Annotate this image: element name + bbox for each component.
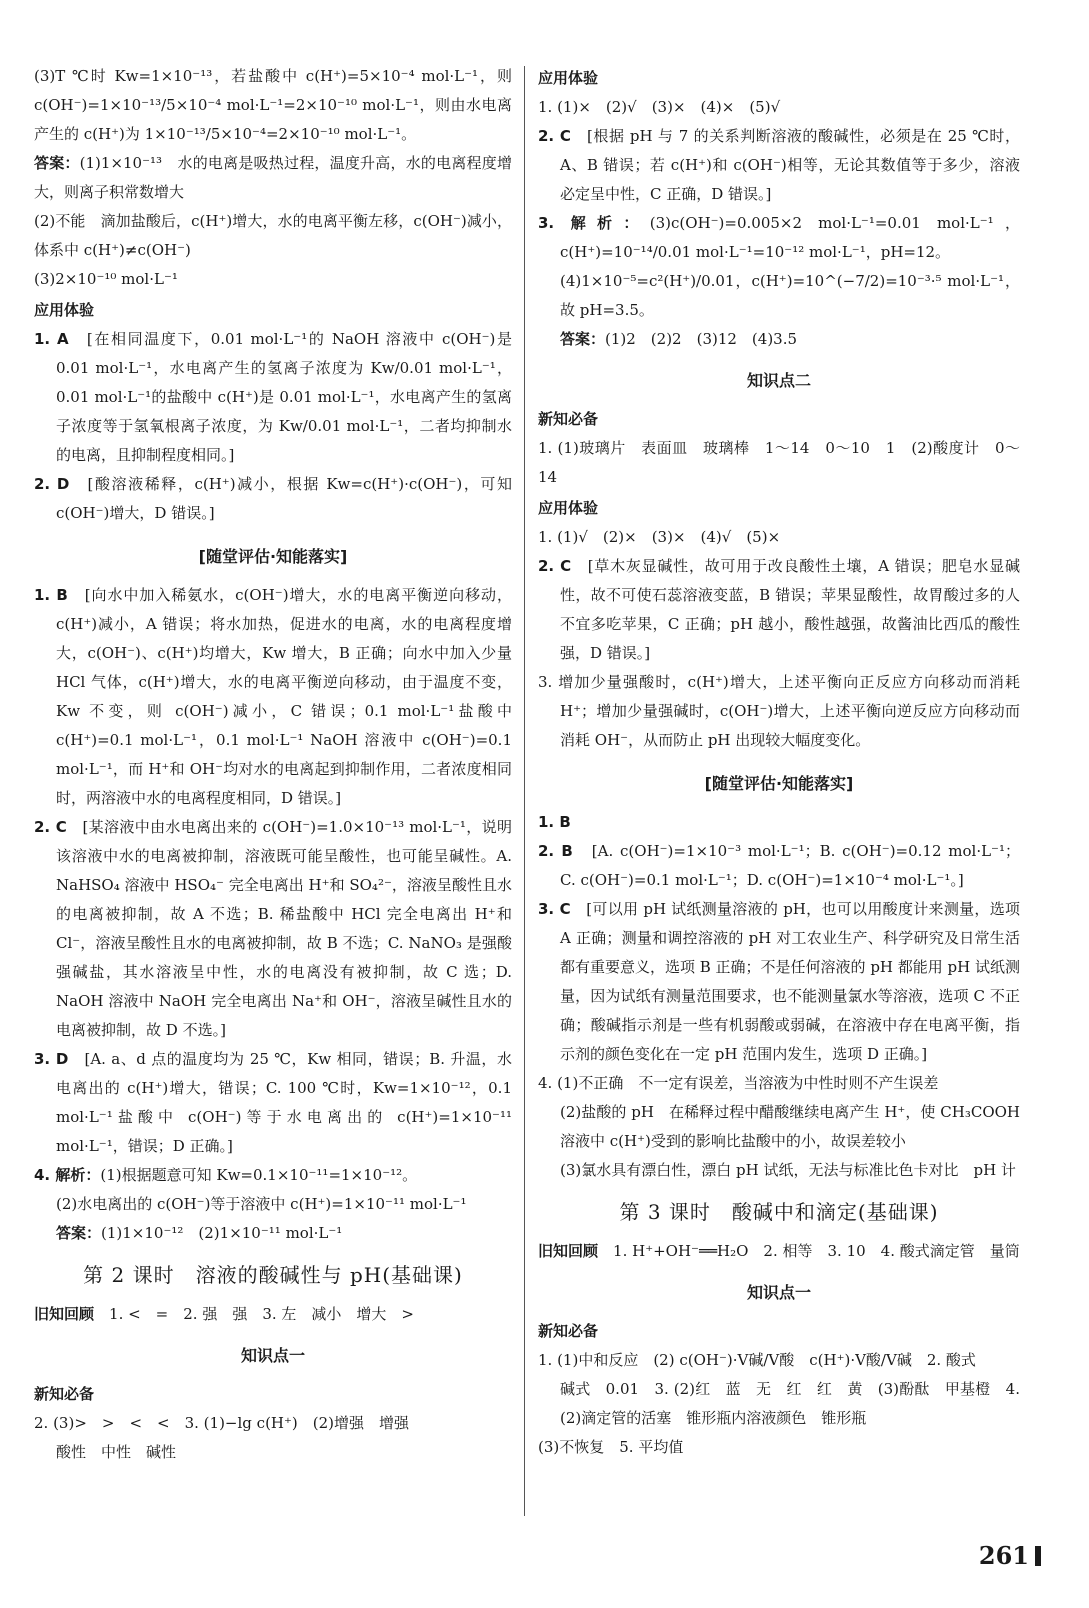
answer-block	[34, 1219, 512, 1248]
answer-text: (1)1×10⁻¹² (2)1×10⁻¹¹ mol·L⁻¹	[101, 1224, 343, 1242]
list-item	[34, 470, 512, 528]
review-label: 旧知回顾	[538, 1242, 599, 1260]
item-label: 1. A	[34, 330, 69, 348]
item-text: [根据 pH 与 7 的关系判断溶液的酸碱性，必须是在 25 ℃时，A、B 错误；若 c(H⁺)和 c(OH⁻)相等，无论其数值等于多少，溶液必定呈中性，C 正确，D 错误。]	[560, 127, 1020, 203]
list-item: 3. 增加少量强酸时，c(H⁺)增大，上述平衡向正反应方向移动而消耗 H⁺；增加少量强碱时，c(OH⁻)增大，上述平衡向逆反应方向移动而消耗 OH⁻，从而防止 pH 出现较大幅度变化。	[538, 673, 1020, 749]
list-item	[34, 813, 512, 1045]
section-heading-apply: 应用体验	[34, 301, 95, 319]
item-text: [在相同温度下，0.01 mol·L⁻¹的 NaOH 溶液中 c(OH⁻)是 0.01 mol·L⁻¹，水电离产生的氢离子浓度为 Kw/0.01 mol·L⁻¹，0.01 mol·L⁻¹的盐酸中 c(H⁺)是 0.01 mol·L⁻¹，水电离产生的氢离子浓度等于氢氧根离子浓度，为 Kw/0.01 mol·L⁻¹，二者均抑制水的电离，且抑制程度相同。]	[56, 330, 512, 464]
item-label: 2. C	[538, 557, 572, 575]
new-knowledge-text: 碱式 0.01 3. (2)红 蓝 无 红 红 黄 (3)酚酞 甲基橙 4. (2)滴定管的活塞 锥形瓶内溶液颜色 锥形瓶	[560, 1380, 1020, 1427]
new-knowledge-text: 酸性 中性 碱性	[56, 1443, 177, 1461]
item-text: [可以用 pH 试纸测量溶液的 pH，也可以用酸度计来测量，选项 A 正确；测量和调控溶液的 pH 对工农业生产、科学研究及日常生活都有重要意义，选项 B 正确；不是任何溶液的 pH 都能用 pH 试纸测量，因为试纸有测量范围要求，也不能测量氯水等溶液，选项 C 不正确；酸碱指示剂是一些有机弱酸或弱碱，在溶液中存在电离平衡，指示剂的颜色变化在一定 pH 范围内发生，选项 D 正确。]	[560, 900, 1021, 1063]
answer-text: (1)2 (2)2 (3)12 (4)3.5	[605, 330, 798, 348]
section-heading-apply: 应用体验	[538, 499, 599, 517]
answer-block	[538, 325, 1020, 354]
item-text: (2)水电离出的 c(OH⁻)等于溶液中 c(H⁺)=1×10⁻¹¹ mol·L⁻¹	[56, 1195, 467, 1213]
item-text: [向水中加入稀氨水，c(OH⁻)增大，水的电离平衡逆向移动，c(H⁺)减小，A 错误；将水加热，促进水的电离，水的电离程度增大，c(OH⁻)、c(H⁺)均增大，Kw 增大，B 正确；向水中加入少量 HCl 气体，c(H⁺)增大，水的电离平衡逆向移动，由于温度不变，Kw 不变，则 c(OH⁻)减小，C 错误；0.1 mol·L⁻¹盐酸中 c(H⁺)=0.1 mol·L⁻¹，0.1 mol·L⁻¹ NaOH 溶液中 c(OH⁻)=0.1 mol·L⁻¹，而 H⁺和 OH⁻均对水的电离起到抑制作用，二者浓度相同时，两溶液中水的电离程度相同，D 错误。]	[56, 586, 512, 807]
item-text: (2)盐酸的 pH 在稀释过程中醋酸继续电离产生 H⁺，使 CH₃COOH 溶液中 c(H⁺)受到的影响比盐酸中的小，故误差较小	[560, 1103, 1020, 1150]
answer-text: (3)2×10⁻¹⁰ mol·L⁻¹	[34, 270, 178, 288]
list-item: 1. B	[538, 813, 571, 831]
list-item	[538, 837, 1020, 895]
review-line	[538, 1237, 1020, 1266]
knowledge-point-heading: 知识点一	[240, 1346, 305, 1365]
answer-text: (2)不能 滴加盐酸后，c(H⁺)增大，水的电离平衡左移，c(OH⁻)减小，体系中 c(H⁺)≠c(OH⁻)	[34, 212, 512, 259]
list-item	[34, 1045, 512, 1161]
item-label: 2. C	[538, 127, 571, 145]
new-knowledge-text: 1. (1)中和反应 (2) c(OH⁻)·V碱/V酸 c(H⁺)·V酸/V碱 2. 酸式	[538, 1351, 976, 1369]
list-item	[538, 122, 1020, 209]
new-knowledge-text: 1. (1)玻璃片 表面皿 玻璃棒 1～14 0～10 1 (2)酸度计 0～14	[538, 439, 1020, 486]
item-label: 3. 解析：	[538, 214, 650, 232]
list-item	[538, 552, 1020, 668]
list-item: 4. (1)不正确 不一定有误差，当溶液为中性时则不产生误差	[538, 1074, 939, 1092]
item-text: (4)1×10⁻⁵=c²(H⁺)/0.01，c(H⁺)=10^(−7/2)=10⁻³·⁵ mol·L⁻¹，故 pH=3.5。	[560, 272, 1020, 319]
review-text: 1. < = 2. 强 强 3. 左 减小 增大 >	[109, 1305, 414, 1323]
page-number-text: 261	[978, 1541, 1029, 1570]
list-item	[34, 325, 512, 470]
item-text: [酸溶液稀释，c(H⁺)减小，根据 Kw=c(H⁺)·c(OH⁻)，可知 c(OH⁻)增大，D 错误。]	[56, 475, 512, 522]
answer-label: 答案：	[34, 154, 80, 172]
page-number	[979, 1541, 1041, 1570]
right-column	[538, 62, 1020, 1462]
new-knowledge-text: (3)不恢复 5. 平均值	[538, 1438, 684, 1456]
section-heading-eval: [随堂评估·知能落实]	[198, 547, 348, 566]
list-item	[34, 1161, 512, 1190]
knowledge-point-heading: 知识点二	[746, 371, 811, 390]
solution-paragraph: (3)T ℃时 Kw=1×10⁻¹³，若盐酸中 c(H⁺)=5×10⁻⁴ mol·L⁻¹，则 c(OH⁻)=1×10⁻¹³/5×10⁻⁴ mol·L⁻¹=2×10⁻¹⁰ mol·L⁻¹，则由水电离产生的 c(H⁺)为 1×10⁻¹³/5×10⁻⁴=2×10⁻¹⁰ mol·L⁻¹。	[34, 67, 512, 143]
item-text: [草木灰显碱性，故可用于改良酸性土壤，A 错误；肥皂水显碱性，故不可使石蕊溶液变蓝，B 错误；苹果显酸性，故胃酸过多的人不宜多吃苹果，C 正确；pH 越小，酸性越强，故酱油比西瓜的酸性强，D 错误。]	[560, 557, 1020, 662]
answer-label: 答案：	[56, 1224, 102, 1242]
answer-text: (1)1×10⁻¹³ 水的电离是吸热过程，温度升高，水的电离程度增大，则离子积常数增大	[34, 154, 512, 201]
review-label: 旧知回顾	[34, 1305, 95, 1323]
item-text: (1)根据题意可知 Kw=0.1×10⁻¹¹=1×10⁻¹²。	[100, 1166, 418, 1184]
item-text: [A. c(OH⁻)=1×10⁻³ mol·L⁻¹；B. c(OH⁻)=0.12 mol·L⁻¹；C. c(OH⁻)=0.1 mol·L⁻¹；D. c(OH⁻)=1×10⁻⁴ mol·L⁻¹。]	[560, 842, 1020, 889]
item-label: 2. D	[34, 475, 70, 493]
review-text: 1. H⁺+OH⁻══H₂O 2. 相等 3. 10 4. 酸式滴定管 量筒	[613, 1242, 1020, 1260]
section-heading-new: 新知必备	[538, 1322, 599, 1340]
list-item	[538, 895, 1020, 1069]
column-divider	[524, 66, 525, 1516]
list-item: 1. (1)× (2)√ (3)× (4)× (5)√	[538, 98, 781, 116]
item-text: (3)氯水具有漂白性，漂白 pH 试纸，无法与标准比色卡对比 pH 计	[560, 1161, 1016, 1179]
lesson-title: 第 3 课时 酸碱中和滴定(基础课)	[619, 1200, 939, 1224]
item-label: 3. D	[34, 1050, 69, 1068]
item-label: 3. C	[538, 900, 571, 918]
section-heading-new: 新知必备	[538, 410, 599, 428]
new-knowledge-text: 2. (3)> > < < 3. (1)−lg c(H⁺) (2)增强 增强	[34, 1414, 410, 1432]
item-label: 2. C	[34, 818, 67, 836]
item-label: 4. 解析：	[34, 1166, 101, 1184]
item-text: [某溶液中由水电离出来的 c(OH⁻)=1.0×10⁻¹³ mol·L⁻¹，说明该溶液中水的电离被抑制，溶液既可能呈酸性，也可能呈碱性。A. NaHSO₄ 溶液中 HSO₄⁻ 完全电离出 H⁺和 SO₄²⁻，溶液呈酸性且水的电离被抑制，故 A 不选；B. 稀盐酸中 HCl 完全电离出 H⁺和 Cl⁻，溶液呈酸性且水的电离被抑制，故 B 不选；C. NaNO₃ 是强酸强碱盐，其水溶液呈中性，水的电离没有被抑制，故 C 选；D. NaOH 溶液中 NaOH 完全电离出 Na⁺和 OH⁻，溶液呈碱性且水的电离被抑制，故 D 不选。]	[56, 818, 512, 1039]
section-heading-apply: 应用体验	[538, 69, 599, 87]
lesson-title: 第 2 课时 溶液的酸碱性与 pH(基础课)	[83, 1263, 463, 1287]
page-number-bar	[1035, 1546, 1041, 1566]
left-column	[34, 62, 512, 1467]
review-line	[34, 1300, 512, 1329]
list-item: 1. (1)√ (2)× (3)× (4)√ (5)×	[538, 528, 781, 546]
list-item	[34, 581, 512, 813]
item-label: 2. B	[538, 842, 573, 860]
answer-label: 答案：	[560, 330, 606, 348]
answer-block	[34, 149, 512, 207]
item-label: 1. B	[34, 586, 68, 604]
section-heading-eval: [随堂评估·知能落实]	[704, 774, 854, 793]
item-text: [A. a、d 点的温度均为 25 ℃，Kw 相同，错误；B. 升温，水电离出的 c(H⁺)增大，错误；C. 100 ℃时，Kw=1×10⁻¹²，0.1 mol·L⁻¹盐酸中 c(OH⁻)等于水电离出的 c(H⁺)=1×10⁻¹¹ mol·L⁻¹，错误；D 正确。]	[56, 1050, 512, 1155]
list-item	[538, 209, 1020, 267]
knowledge-point-heading: 知识点一	[746, 1283, 811, 1302]
section-heading-new: 新知必备	[34, 1385, 95, 1403]
item-text: (3)c(OH⁻)=0.005×2 mol·L⁻¹=0.01 mol·L⁻¹，c(H⁺)=10⁻¹⁴/0.01 mol·L⁻¹=10⁻¹² mol·L⁻¹，pH=12。	[560, 214, 1021, 261]
